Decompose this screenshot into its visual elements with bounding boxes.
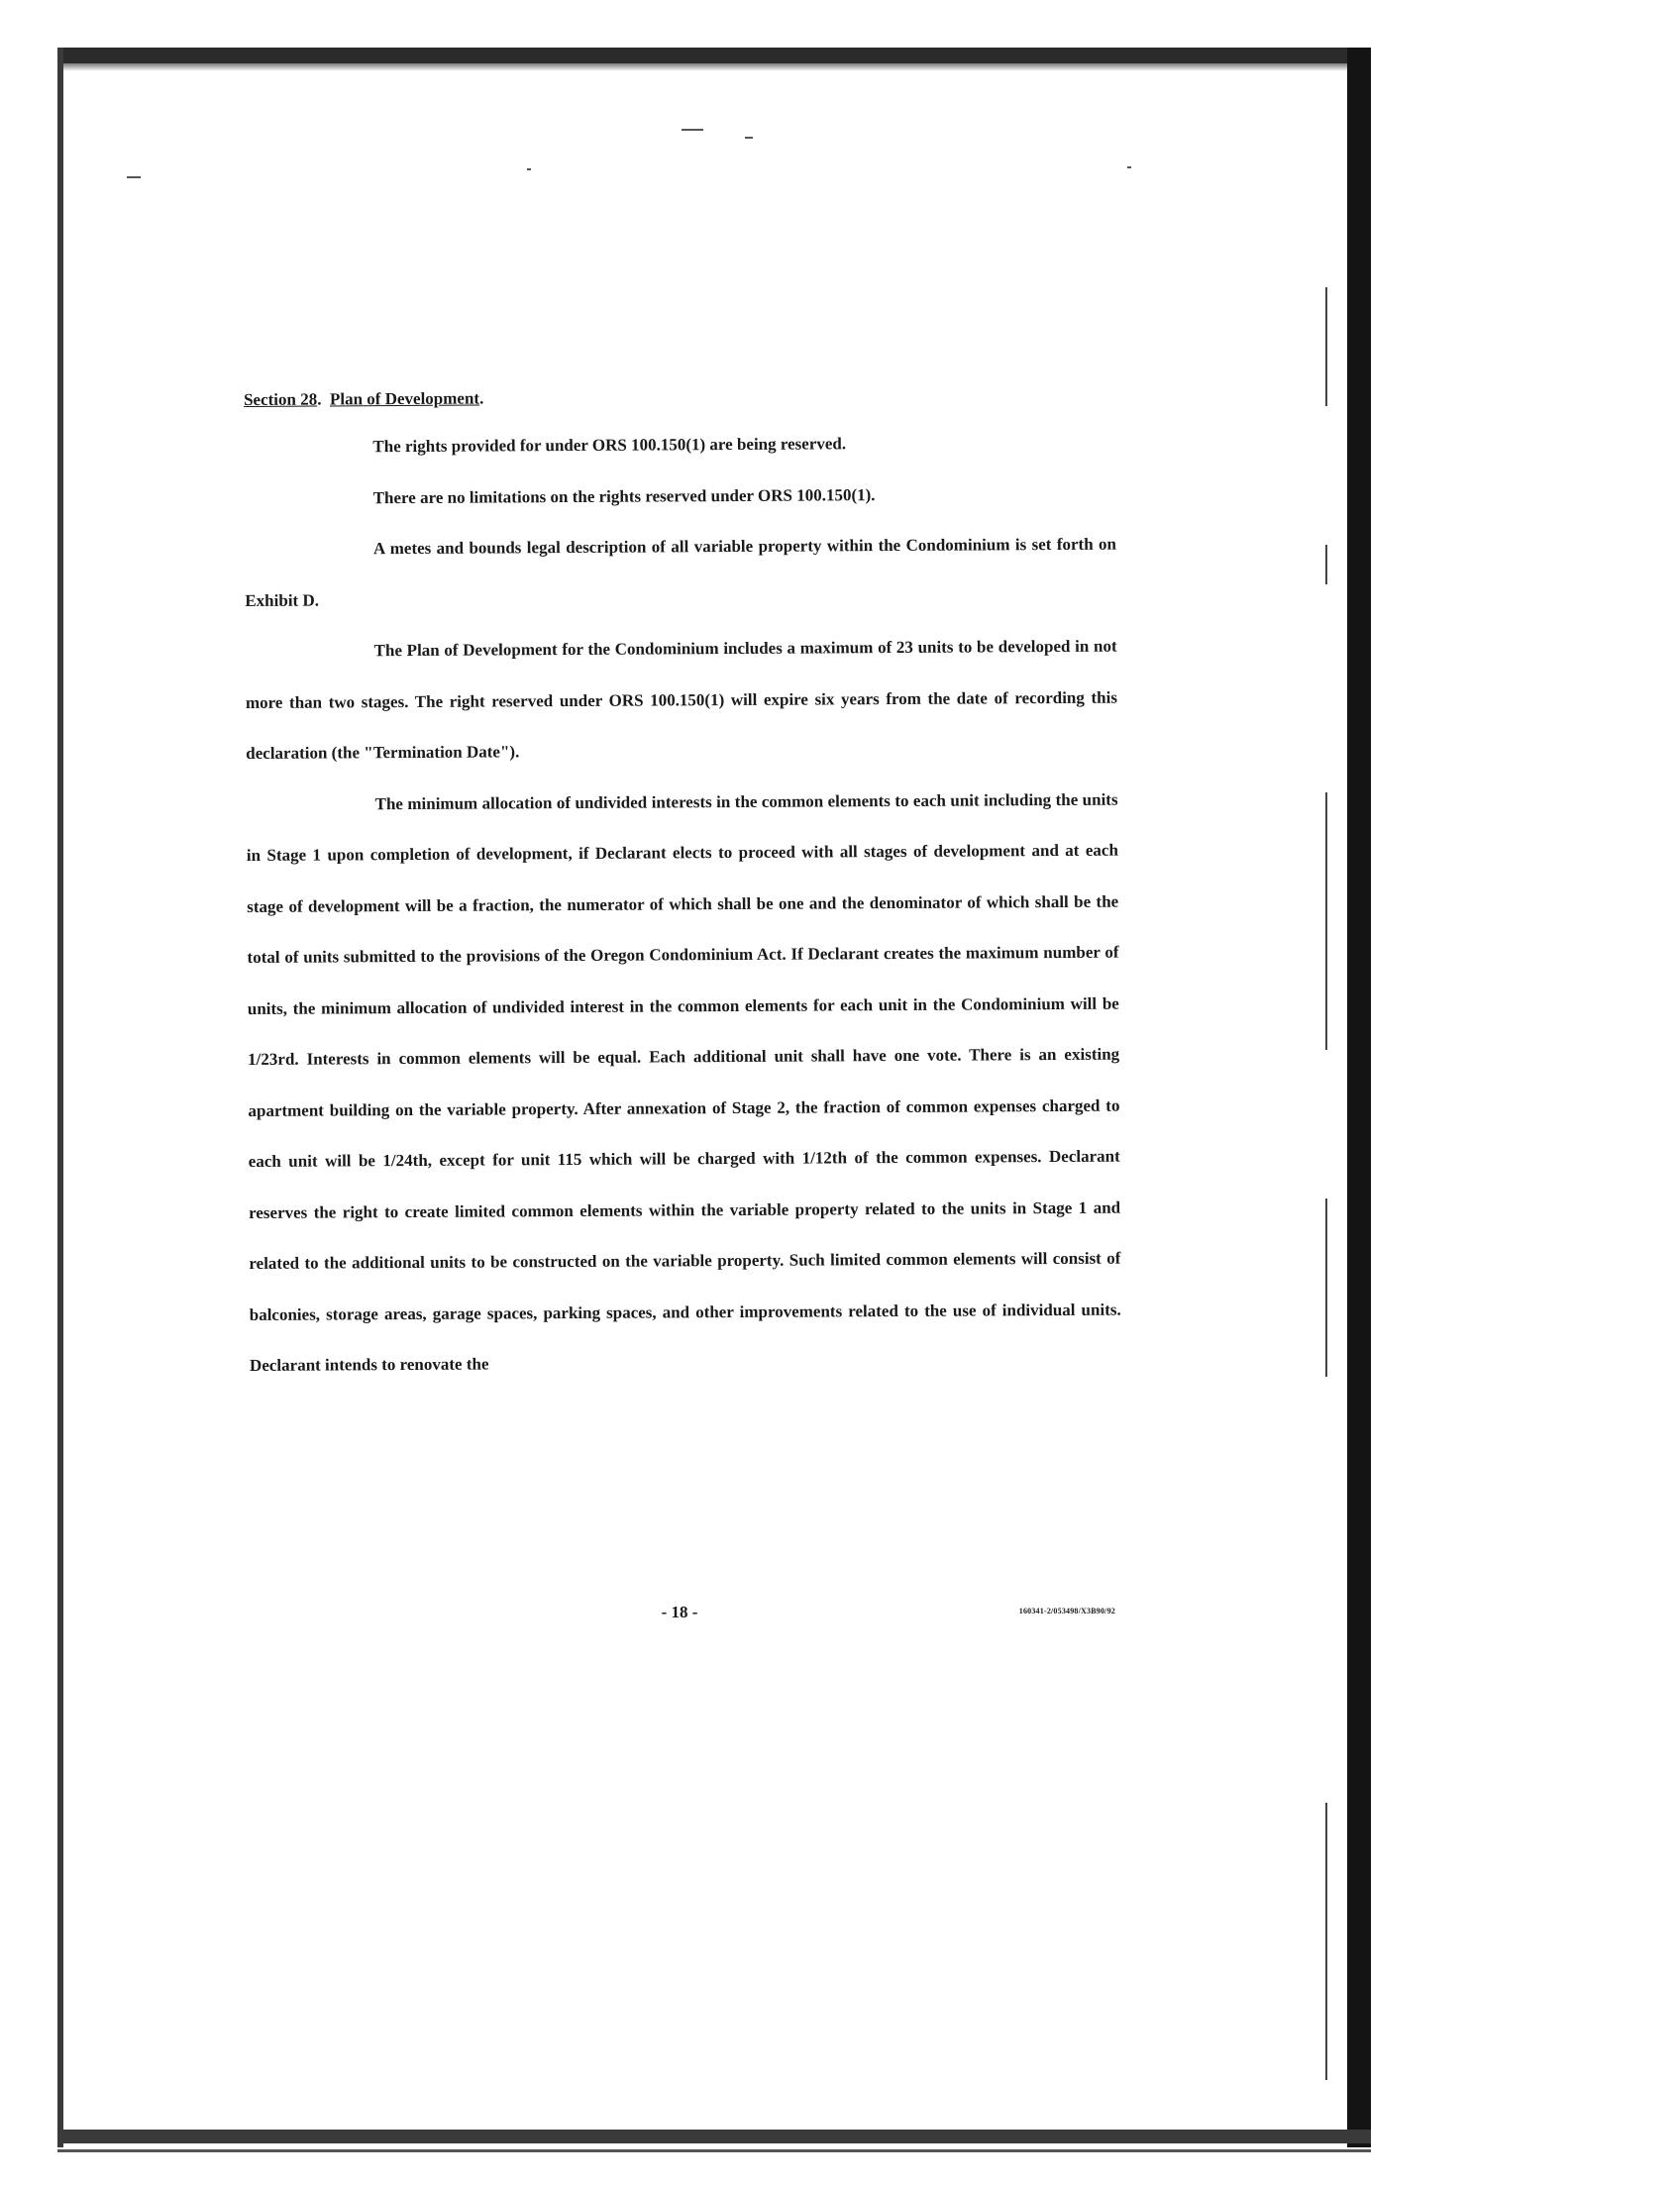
scan-border-left bbox=[57, 48, 63, 2147]
scan-border-bottom bbox=[57, 2130, 1371, 2143]
page-number: - 18 - bbox=[661, 1603, 698, 1621]
scan-speck bbox=[127, 176, 141, 178]
scan-speck bbox=[682, 129, 703, 131]
scan-border-right bbox=[1347, 48, 1371, 2147]
document-code: 160341-2/053498/X3B90/92 bbox=[1018, 1607, 1115, 1615]
scan-speck bbox=[1127, 166, 1131, 168]
paragraph: A metes and bounds legal description of all variable property within the Condominium is set forth on Exhibit D. bbox=[245, 534, 1117, 610]
scan-speck bbox=[527, 168, 531, 170]
scan-border-top bbox=[57, 48, 1371, 63]
margin-mark bbox=[1325, 287, 1327, 406]
margin-mark bbox=[1325, 792, 1327, 1050]
document-body bbox=[244, 383, 1121, 1392]
paragraph: The minimum allocation of undivided interests in the common elements to each unit including the units in Stage 1 upon completion of development, if Declarant elects to proceed with all stages of development and at each stage of development will be a fraction, the numerator of which shall be one and the denominator of which shall be the total of units submitted to the provisions of the Oregon Condominium Act. If Declarant creates the maximum number of units, the minimum allocation of undivided interest in the common elements for each unit in the Condominium will be 1/23rd. Interests in common elements will be equal. Each additional unit shall have one vote. There is an existing apartment building on the variable property. After annexation of Stage 2, the fraction of common expenses charged to each unit will be 1/24th, except for unit 115 which will be charged with 1/12th of the common expenses. Declarant reserves the right to create limited common elements within the variable property related to the units in Stage 1 and related to the additional units to be constructed on the variable property. Such limited common elements will consist of balconies, storage areas, garage spaces, parking spaces, and other improvements related to the use of individual units. Declarant intends to renovate the bbox=[246, 789, 1121, 1375]
paragraph: There are no limitations on the rights reserved under ORS 100.150(1). bbox=[372, 484, 876, 507]
margin-mark bbox=[1325, 1198, 1327, 1377]
paragraph: The rights provided for under ORS 100.150(1) are being reserved. bbox=[372, 434, 847, 457]
page-footer bbox=[244, 1603, 1115, 1632]
margin-mark bbox=[1325, 1803, 1327, 2080]
scan-border-top-shadow bbox=[57, 63, 1371, 71]
paragraph: The Plan of Development for the Condominium includes a maximum of 23 units to be developed in not more than two stages. The right reserved under ORS 100.150(1) will expire six years from the date of recording this declaration (the "Termination Date"). bbox=[245, 636, 1117, 763]
section-number: Section 28 bbox=[244, 389, 318, 409]
section-heading: Section 28. Plan of Development. bbox=[244, 388, 484, 409]
scan-border-bottom-line bbox=[57, 2149, 1371, 2152]
margin-mark bbox=[1325, 545, 1327, 584]
section-title: Plan of Development bbox=[329, 388, 480, 409]
scan-speck bbox=[745, 137, 753, 139]
